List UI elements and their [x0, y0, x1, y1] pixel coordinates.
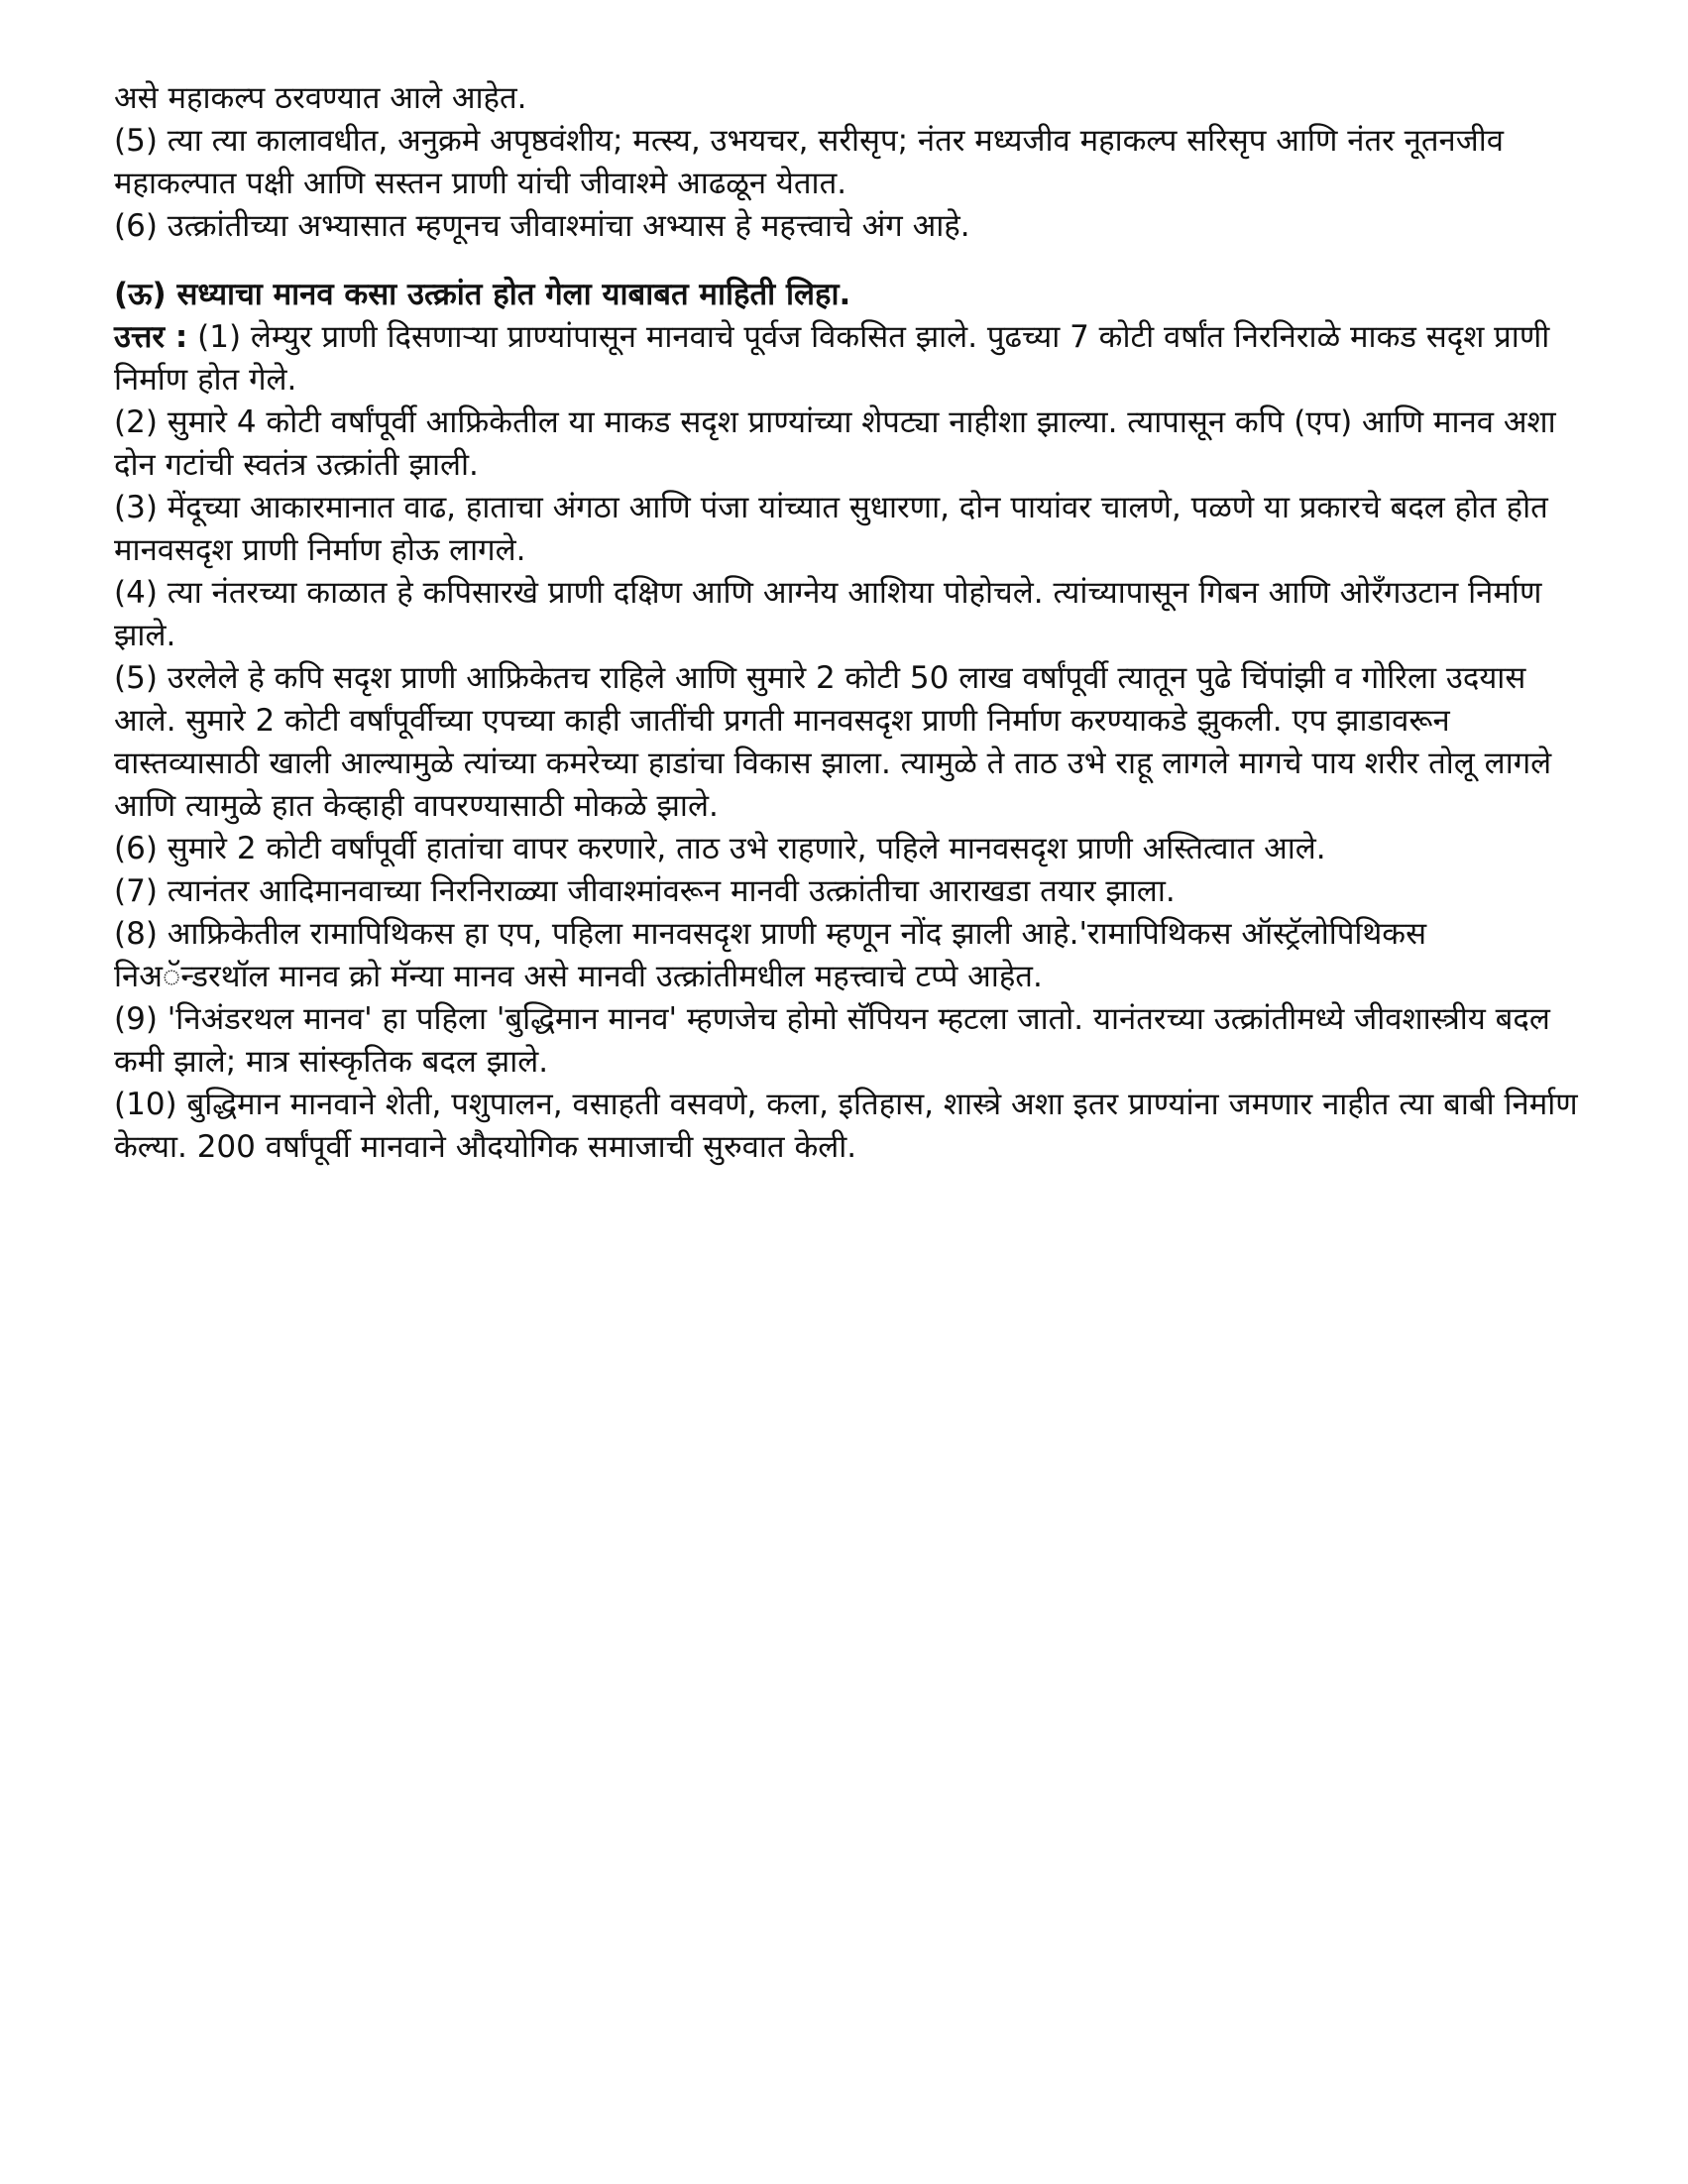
intro-point-5: (5) त्या त्या कालावधीत, अनुक्रमे अपृष्ठवंशीय; मत्स्य, उभयचर, सरीसृप; नंतर मध्यजीव महाकल्प सरिसृप आणि नंतर नूतनजीव महाकल्पात पक्षी आणि सस्तन प्राणी यांची जीवाश्मे आढळून येतात. — [114, 123, 1505, 201]
answer-point-4: (4) त्या नंतरच्या काळात हे कपिसारखे प्राणी दक्षिण आणि आग्नेय आशिया पोहोचले. त्यांच्यापासून गिबन आणि ओरँगउटान निर्माण झाले. — [114, 575, 1542, 653]
answer-point-5: (5) उरलेले हे कपि सदृश प्राणी आफ्रिकेतच राहिले आणि सुमारे 2 कोटी 50 लाख वर्षांपूर्वी त्यातून पुढे चिंपांझी व गोरिला उदयास आले. सुमारे 2 कोटी वर्षांपूर्वीच्या एपच्या काही जातींची प्रगती मानवसदृश प्राणी निर्माण करण्याकडे झुकली. एप झाडावरून वास्तव्यासाठी खाली आल्यामुळे त्यांच्या कमरेच्या हाडांचा विकास झाला. त्यामुळे ते ताठ उभे राहू लागले मागचे पाय शरीर तोलू लागले आणि त्यामुळे हात केव्हाही वापरण्यासाठी मोकळे झाले. — [114, 660, 1552, 824]
answer-point-3: (3) मेंदूच्या आकारमानात वाढ, हाताचा अंगठा आणि पंजा यांच्यात सुधारणा, दोन पायांवर चालणे, पळणे या प्रकारचे बदल होत होत मानवसदृश प्राणी निर्माण होऊ लागले. — [114, 490, 1548, 568]
section-gap — [114, 248, 1581, 274]
answer-point-9: (9) 'निअंडरथल मानव' हा पहिला 'बुद्धिमान मानव' म्हणजेच होमो सॅपियन म्हटला जातो. यानंतरच्या उत्क्रांतीमध्ये जीवशास्त्रीय बदल कमी झाले; मात्र सांस्कृतिक बदल झाले. — [114, 1001, 1550, 1080]
answer-label: उत्तर : — [114, 319, 188, 355]
intro-line: असे महाकल्प ठरवण्यात आले आहेत. — [114, 80, 527, 116]
answer-point-1-text: (1) लेम्युर प्राणी दिसणाऱ्या प्राण्यांपासून मानवाचे पूर्वज विकसित झाले. पुढच्या 7 कोटी वर्षांत निरनिराळे माकड सदृश प्राणी निर्माण होत गेले. — [114, 319, 1550, 398]
answer-point-7: (7) त्यानंतर आदिमानवाच्या निरनिराळ्या जीवाश्मांवरून मानवी उत्क्रांतीचा आराखडा तयार झाला. — [114, 873, 1176, 909]
intro-point-6: (6) उत्क्रांतीच्या अभ्यासात म्हणूनच जीवाश्मांचा अभ्यास हे महत्त्वाचे अंग आहे. — [114, 208, 970, 244]
answer-point-10: (10) बुद्धिमान मानवाने शेती, पशुपालन, वसाहती वसवणे, कला, इतिहास, शास्त्रे अशा इतर प्राण्यांना जमणार नाहीत त्या बाबी निर्माण केल्या. 200 वर्षांपूर्वी मानवाने औदयोगिक समाजाची सुरुवात केली. — [114, 1087, 1578, 1165]
answer-point-8: (8) आफ्रिकेतील रामापिथिकस हा एप, पहिला मानवसदृश प्राणी म्हणून नोंद झाली आहे.'रामापिथिकस ऑस्ट्रॅलोपिथिकस निअॅन्डरथॉल मानव क्रो मॅन्या मानव असे मानवी उत्क्रांतीमधील महत्त्वाचे टप्पे आहेत. — [114, 916, 1427, 994]
question-heading: (ऊ) सध्याचा मानव कसा उत्क्रांत होत गेला याबाबत माहिती लिहा. — [114, 277, 851, 312]
answer-point-1 — [114, 316, 1581, 402]
document-page — [114, 77, 1581, 1169]
answer-point-6: (6) सुमारे 2 कोटी वर्षांपूर्वी हातांचा वापर करणारे, ताठ उभे राहणारे, पहिले मानवसदृश प्राणी अस्तित्वात आले. — [114, 831, 1326, 866]
answer-point-2: (2) सुमारे 4 कोटी वर्षांपूर्वी आफ्रिकेतील या माकड सदृश प्राण्यांच्या शेपट्या नाहीशा झाल्या. त्यापासून कपि (एप) आणि मानव अशा दोन गटांची स्वतंत्र उत्क्रांती झाली. — [114, 404, 1556, 483]
